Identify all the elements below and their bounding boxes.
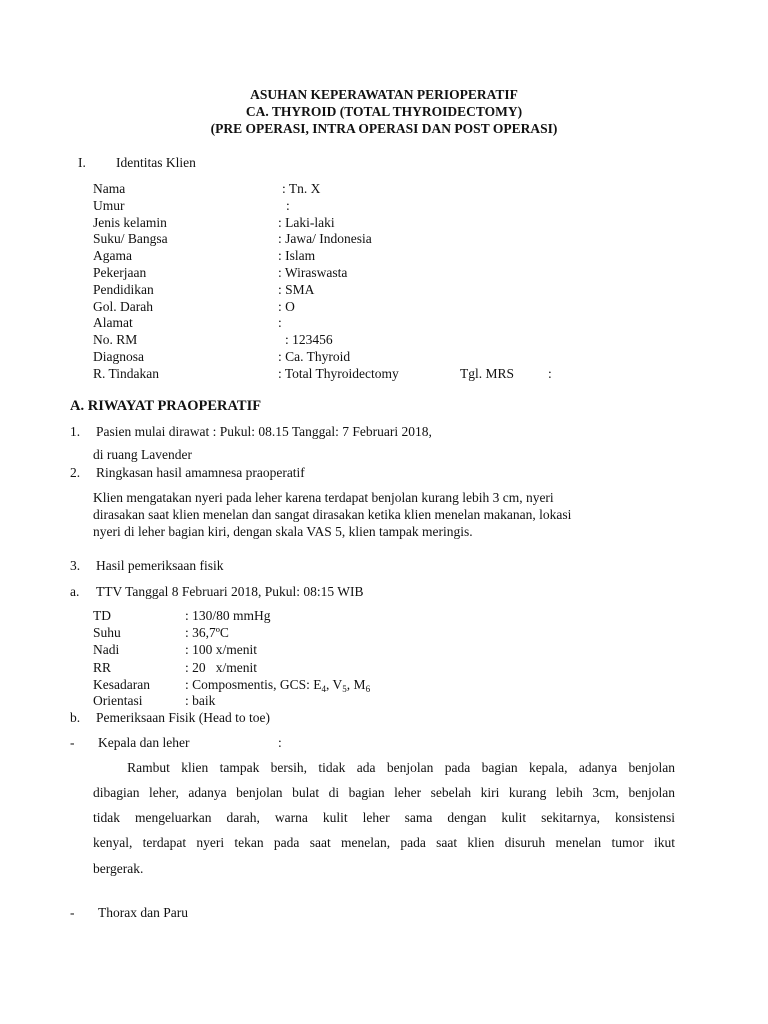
document-title-line-2: CA. THYROID (TOTAL THYROIDECTOMY) <box>245 104 523 119</box>
vital-value: : 36,7ºC <box>185 625 229 641</box>
kesadaran-label: Kesadaran <box>93 677 150 692</box>
kepala-line-5: bergerak. <box>93 861 144 876</box>
sub-b-text: Pemeriksaan Fisik (Head to toe) <box>96 710 270 725</box>
anamnesis-line-2: dirasakan saat klien menelan dan sangat dirasakan ketika klien menelan makanan, lokasi <box>93 507 572 522</box>
identity-label: R. Tindakan <box>93 365 160 381</box>
item-1-text: Pasien mulai dirawat : Pukul: 08.15 Tanggal: 7 Februari 2018, <box>96 424 432 439</box>
identity-value: : Wiraswasta <box>278 265 348 280</box>
identity-value: : 123456 <box>285 332 333 348</box>
section-i-heading: Identitas Klien <box>116 155 196 170</box>
identity-value: : Laki-laki <box>278 214 335 230</box>
vital-value: : 20 x/menit <box>185 659 257 675</box>
identity-value: : Jawa/ Indonesia <box>278 231 372 247</box>
sub-a-text: TTV Tanggal 8 Februari 2018, Pukul: 08:15 WIB <box>96 584 364 599</box>
identity-label: Umur <box>93 197 125 213</box>
identity-label: Agama <box>93 248 132 264</box>
item-1-continuation: di ruang Lavender <box>93 447 192 462</box>
identity-label: No. RM <box>93 332 138 348</box>
sub-b-letter: b. <box>70 710 81 725</box>
identity-value: : SMA <box>278 281 315 297</box>
item-2-text: Ringkasan hasil amamnesa praoperatif <box>96 465 305 480</box>
identity-label: Pekerjaan <box>93 265 147 280</box>
bullet-dash-2: - <box>70 905 75 920</box>
kepala-line-3: tidak mengeluarkan darah, warna kulit leher sama dengan kulit sekitarnya, konsistensi <box>93 810 675 825</box>
identity-value: : Ca. Thyroid <box>278 349 351 364</box>
kepala-label: Kepala dan leher <box>98 735 190 750</box>
identity-value: : O <box>278 298 295 314</box>
vital-label: TD <box>93 608 111 623</box>
orientasi-value: : baik <box>185 693 216 708</box>
bullet-dash-1: - <box>70 735 75 750</box>
vital-label: RR <box>93 659 112 675</box>
identity-label: Jenis kelamin <box>93 214 167 230</box>
identity-value: : Total Thyroidectomy <box>278 365 399 381</box>
anamnesis-line-3: nyeri di leher bagian kiri, dengan skala VAS 5, klien tampak meringis. <box>93 524 473 539</box>
document-title-line-1: ASUHAN KEPERAWATAN PERIOPERATIF <box>250 87 518 102</box>
kepala-line-1: Rambut klien tampak bersih, tidak ada benjolan pada bagian kepala, adanya benjolan <box>93 760 675 775</box>
identity-label: Gol. Darah <box>93 298 153 314</box>
thorax-label: Thorax dan Paru <box>98 905 188 920</box>
sub-a-letter: a. <box>70 584 80 599</box>
kepala-line-2: dibagian leher, adanya benjolan bulat di bagian leher sebelah kiri kurang lebih 3cm, benjolan <box>93 785 675 800</box>
vital-label: Nadi <box>93 642 120 658</box>
kepala-colon: : <box>278 735 282 750</box>
identity-label: Diagnosa <box>93 349 144 364</box>
section-i-number: I. <box>78 155 86 170</box>
mrs-label: Tgl. MRS <box>460 366 515 381</box>
document-title-line-3: (PRE OPERASI, INTRA OPERASI DAN POST OPERASI) <box>210 121 558 136</box>
item-3-number: 3. <box>70 558 81 573</box>
identity-value: : Tn. X <box>282 181 321 196</box>
item-1-number: 1. <box>70 424 81 439</box>
identity-value: : <box>278 315 282 331</box>
anamnesis-line-1: Klien mengatakan nyeri pada leher karena terdapat benjolan kurang lebih 3 cm, nyeri <box>93 490 554 505</box>
gcs-v-score: 5 <box>342 684 347 694</box>
vital-value: : 100 x/menit <box>185 642 257 658</box>
identity-label: Suku/ Bangsa <box>93 231 168 247</box>
identity-value: : Islam <box>278 248 316 264</box>
kesadaran-value: : Composmentis, GCS: $E_4$, $V_5$, $M_6$ <box>185 677 371 694</box>
section-a-heading: A. RIWAYAT PRAOPERATIF <box>70 398 262 414</box>
mrs-value: : <box>548 366 552 381</box>
orientasi-label: Orientasi <box>93 693 143 708</box>
vital-label: Suhu <box>93 625 121 641</box>
identity-label: Pendidikan <box>93 281 154 297</box>
item-3-text: Hasil pemeriksaan fisik <box>96 558 224 573</box>
item-2-number: 2. <box>70 465 81 480</box>
identity-label: Nama <box>93 181 126 196</box>
gcs-e-score: 4 <box>321 684 327 694</box>
identity-value: : <box>286 197 290 213</box>
identity-label: Alamat <box>93 315 133 331</box>
gcs-m-score: 6 <box>365 684 371 694</box>
vital-value: : 130/80 mmHg <box>185 608 271 623</box>
kepala-line-4: kenyal, terdapat nyeri tekan pada saat menelan, pada saat klien disuruh menelan tumor ikut <box>93 835 675 850</box>
